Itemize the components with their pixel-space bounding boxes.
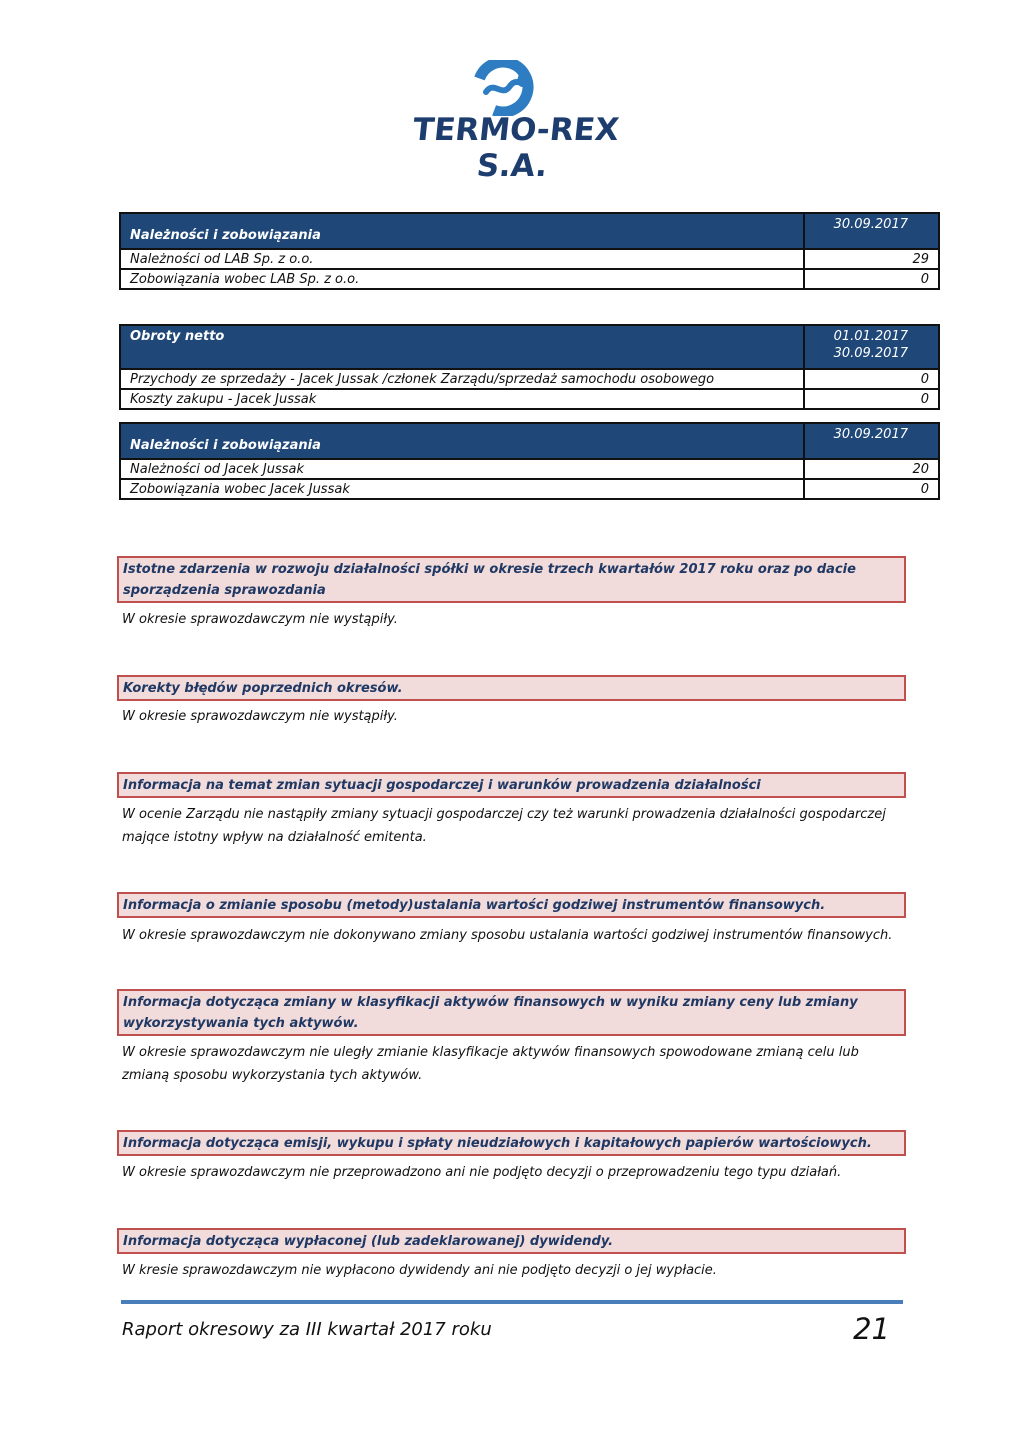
row-label: Należności od LAB Sp. z o.o. bbox=[120, 249, 804, 269]
row-value: 0 bbox=[804, 369, 939, 389]
table-header-date: 30.09.2017 bbox=[804, 423, 939, 459]
section-heading-asset-classification: Informacja dotycząca zmiany w klasyfikacji aktywów finansowych w wyniku zmiany ceny lub zmiany wykorzystywania tych aktywów. bbox=[117, 989, 906, 1036]
net-turnover-table bbox=[119, 324, 940, 410]
row-value: 20 bbox=[804, 459, 939, 479]
row-label: Należności od Jacek Jussak bbox=[120, 459, 804, 479]
row-label: Zobowiązania wobec LAB Sp. z o.o. bbox=[120, 269, 804, 289]
section-body-asset-classification: W okresie sprawozdawczym nie uległy zmianie klasyfikacje aktywów finansowych spowodowane zmianą celu lub zmianą sposobu wykorzystania tych aktywów. bbox=[122, 1045, 859, 1083]
section-body-dividend: W kresie sprawozdawczym nie wypłacono dywidendy ani nie podjęto decyzji o jej wypłacie. bbox=[122, 1263, 717, 1278]
row-value: 0 bbox=[804, 389, 939, 409]
company-logo bbox=[374, 60, 654, 184]
table-header-row bbox=[120, 213, 939, 249]
footer-report-title: Raport okresowy za III kwartał 2017 roku bbox=[122, 1319, 492, 1340]
table-header-row bbox=[120, 325, 939, 369]
header-date-from: 01.01.2017 bbox=[833, 329, 908, 344]
section-heading-error-corrections: Korekty błędów poprzednich okresów. bbox=[117, 675, 906, 701]
table-header-label: Należności i zobowiązania bbox=[120, 423, 804, 459]
row-value: 0 bbox=[804, 269, 939, 289]
section-heading-fair-value-method: Informacja o zmianie sposobu (metody)ustalania wartości godziwej instrumentów finansowych. bbox=[117, 892, 906, 918]
table-row bbox=[120, 369, 939, 389]
section-body-securities-issuance: W okresie sprawozdawczym nie przeprowadzono ani nie podjęto decyzji o przeprowadzeniu tego typu działań. bbox=[122, 1165, 842, 1180]
section-body-error-corrections: W okresie sprawozdawczym nie wystąpiły. bbox=[122, 709, 398, 724]
table-header-date: 30.09.2017 bbox=[804, 213, 939, 249]
table-row bbox=[120, 479, 939, 499]
header-date-to: 30.09.2017 bbox=[833, 346, 908, 361]
table-row bbox=[120, 269, 939, 289]
table-header-label: Należności i zobowiązania bbox=[120, 213, 804, 249]
logo-emblem-icon bbox=[374, 60, 654, 116]
section-heading-securities-issuance: Informacja dotycząca emisji, wykupu i spłaty nieudziałowych i kapitałowych papierów wartościowych. bbox=[117, 1130, 906, 1156]
table-row bbox=[120, 459, 939, 479]
section-body-economic-situation: W ocenie Zarządu nie nastąpiły zmiany sytuacji gospodarczej czy też warunki prowadzenia działalności gospodarczej majqce istotny wpływ na działalność emitenta. bbox=[122, 807, 886, 845]
row-value: 0 bbox=[804, 479, 939, 499]
receivables-liabilities-lab-table bbox=[119, 212, 940, 290]
table-row bbox=[120, 249, 939, 269]
row-label: Zobowiązania wobec Jacek Jussak bbox=[120, 479, 804, 499]
section-heading-economic-situation: Informacja na temat zmian sytuacji gospodarczej i warunków prowadzenia działalności bbox=[117, 772, 906, 798]
table-header-row bbox=[120, 423, 939, 459]
section-body-significant-events: W okresie sprawozdawczym nie wystąpiły. bbox=[122, 612, 398, 627]
section-heading-dividend: Informacja dotycząca wypłaconej (lub zadeklarowanej) dywidendy. bbox=[117, 1228, 906, 1254]
footer-divider bbox=[121, 1300, 903, 1304]
table-header-label: Obroty netto bbox=[120, 325, 804, 369]
table-row bbox=[120, 389, 939, 409]
row-label: Przychody ze sprzedaży - Jacek Jussak /członek Zarządu/sprzedaż samochodu osobowego bbox=[120, 369, 804, 389]
table-header-dates bbox=[804, 325, 939, 369]
receivables-liabilities-jussak-table bbox=[119, 422, 940, 500]
section-heading-significant-events: Istotne zdarzenia w rozwoju działalności spółki w okresie trzech kwartałów 2017 roku oraz po dacie sporządzenia sprawozdania bbox=[117, 556, 906, 603]
page-number: 21 bbox=[853, 1312, 890, 1346]
row-label: Koszty zakupu - Jacek Jussak bbox=[120, 389, 804, 409]
logo-wordmark: TERMO-REX S.A. bbox=[411, 112, 621, 184]
section-body-fair-value-method: W okresie sprawozdawczym nie dokonywano zmiany sposobu ustalania wartości godziwej instrumentów finansowych. bbox=[122, 928, 893, 943]
row-value: 29 bbox=[804, 249, 939, 269]
